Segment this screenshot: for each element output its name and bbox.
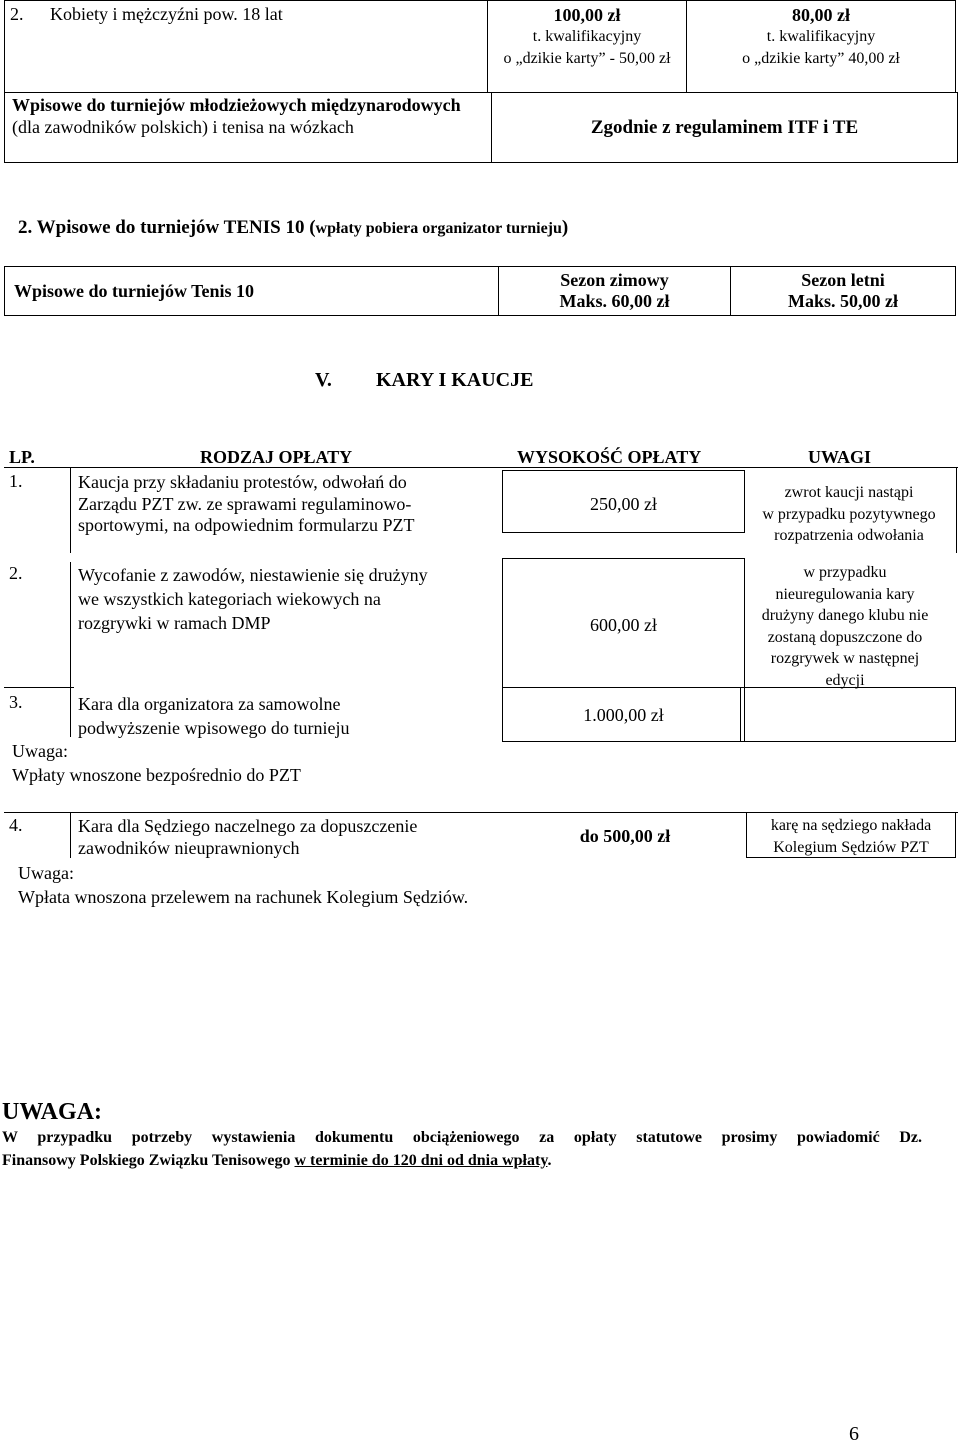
notice-text-b: . bbox=[547, 1152, 552, 1169]
fee-line: o „dzikie karty” 40,00 zł bbox=[742, 49, 900, 67]
notice-text-a: Finansowy Polskiego Związku Tenisowego bbox=[2, 1152, 295, 1169]
notice-text-line1: W przypadku potrzeby wystawienia dokumentu obciążeniowego za opłaty statutowe prosimy powiadomić Dz. bbox=[2, 1129, 922, 1146]
fee-adults-value-1 bbox=[487, 5, 687, 69]
note-line: w przypadku pozytywnego bbox=[762, 505, 936, 523]
youth-label bbox=[12, 94, 482, 138]
row3-divider bbox=[70, 687, 71, 737]
row2-description bbox=[78, 563, 518, 635]
note-line: Kolegium Sędziów PZT bbox=[773, 838, 929, 856]
fee-amount: 80,00 zł bbox=[792, 5, 850, 25]
fee-line: t. kwalifikacyjny bbox=[766, 28, 876, 45]
note-line: karę na sędziego nakłada bbox=[770, 817, 932, 834]
notice-text-line2 bbox=[2, 1152, 551, 1170]
row1-note bbox=[738, 482, 960, 547]
row4-divider bbox=[70, 812, 71, 858]
notice-title: UWAGA: bbox=[2, 1099, 102, 1125]
desc-line: Kaucja przy składaniu protestów, odwołań do bbox=[78, 472, 407, 492]
tenis10-heading-close: ) bbox=[561, 217, 569, 238]
row3-amount: 1.000,00 zł bbox=[583, 705, 664, 725]
row3-number: 3. bbox=[9, 692, 23, 712]
desc-line: Zarządu PZT zw. ze sprawami regulaminowo- bbox=[78, 493, 412, 514]
note-line: zwrot kaucji nastąpi bbox=[784, 484, 914, 501]
col-header-lp: LP. bbox=[9, 447, 35, 467]
season-max: Maks. 60,00 zł bbox=[559, 291, 670, 311]
note-line: rozpatrzenia odwołania bbox=[774, 527, 924, 544]
youth-label-rest: (dla zawodników polskich) i tenisa na wózkach bbox=[12, 117, 354, 137]
note-line: rozgrywek w następnej bbox=[770, 650, 920, 667]
season-name: Sezon letni bbox=[801, 270, 885, 290]
col-header-notes: UWAGI bbox=[808, 447, 872, 467]
note-line: zostaną dopuszczone do bbox=[767, 628, 923, 646]
row4-note bbox=[746, 815, 956, 858]
fee-line: o „dzikie karty” - 50,00 zł bbox=[503, 49, 671, 67]
tenis10-heading-small: wpłaty pobiera organizator turnieju bbox=[315, 220, 562, 237]
note-line: drużyny danego klubu nie bbox=[761, 607, 929, 624]
youth-label-bold: Wpisowe do turniejów młodzieżowych międzynarodowych bbox=[12, 95, 461, 115]
note-line: edycji bbox=[825, 671, 865, 689]
season-max: Maks. 50,00 zł bbox=[788, 291, 898, 311]
desc-line: we wszystkich kategoriach wiekowych na bbox=[78, 589, 381, 609]
row3-uwaga-text: Wpłaty wnoszone bezpośrednio do PZT bbox=[12, 765, 301, 785]
desc-line: Wycofanie z zawodów, niestawienie się drużyny bbox=[78, 565, 428, 585]
col-header-amount: WYSOKOŚĆ OPŁATY bbox=[517, 447, 702, 467]
row4-number: 4. bbox=[9, 815, 23, 835]
desc-line: Kara dla organizatora za samowolne bbox=[78, 694, 341, 714]
row2-number: 2. bbox=[9, 563, 23, 583]
desc-line: zawodników nieuprawnionych bbox=[78, 838, 300, 858]
row4-description bbox=[78, 815, 508, 859]
tenis10-summer bbox=[730, 270, 956, 312]
col-header-type: RODZAJ OPŁATY bbox=[200, 447, 353, 467]
fee-adults-value-2 bbox=[686, 5, 956, 69]
tenis10-heading bbox=[18, 217, 568, 239]
row2-amount: 600,00 zł bbox=[590, 615, 657, 635]
youth-value: Zgodnie z regulaminem ITF i TE bbox=[590, 117, 859, 138]
row4-uwaga: Uwaga: bbox=[18, 863, 74, 883]
desc-line: Kara dla Sędziego naczelnego za dopuszczenie bbox=[78, 816, 418, 836]
row4-uwaga-text: Wpłata wnoszona przelewem na rachunek Kolegium Sędziów. bbox=[18, 887, 469, 907]
tenis10-heading-main: 2. Wpisowe do turniejów TENIS 10 ( bbox=[18, 217, 316, 238]
row-label: Kobiety i mężczyźni pow. 18 lat bbox=[50, 4, 283, 24]
row3-top-line bbox=[4, 687, 74, 688]
tenis10-winter bbox=[498, 270, 731, 312]
desc-line: rozgrywki w ramach DMP bbox=[78, 613, 271, 633]
row1-description bbox=[78, 472, 498, 537]
note-line: w przypadku bbox=[803, 564, 887, 581]
row1-amount: 250,00 zł bbox=[590, 494, 657, 514]
row3-description bbox=[78, 692, 498, 740]
season-name: Sezon zimowy bbox=[560, 270, 669, 290]
page-number: 6 bbox=[849, 1423, 859, 1445]
row4-amount: do 500,00 zł bbox=[579, 826, 671, 846]
note-line: nieuregulowania kary bbox=[775, 585, 915, 603]
row2-note bbox=[730, 562, 960, 691]
section-title: KARY I KAUCJE bbox=[376, 369, 534, 391]
tenis10-label: Wpisowe do turniejów Tenis 10 bbox=[14, 281, 255, 301]
desc-line: sportowymi, na odpowiednim formularzu PZT bbox=[78, 515, 415, 535]
row1-number: 1. bbox=[9, 471, 23, 491]
notice-deadline: w terminie do 120 dni od dnia wpłaty bbox=[294, 1152, 548, 1169]
row2-divider bbox=[70, 562, 71, 688]
fee-amount: 100,00 zł bbox=[553, 5, 621, 25]
row3-note-cell bbox=[740, 687, 956, 742]
fee-line: t. kwalifikacyjny bbox=[532, 28, 642, 45]
row1-divider bbox=[70, 467, 71, 553]
desc-line: podwyższenie wpisowego do turnieju bbox=[78, 718, 350, 738]
row-number: 2. bbox=[10, 4, 24, 24]
row3-uwaga: Uwaga: bbox=[12, 741, 68, 761]
section-number: V. bbox=[315, 369, 332, 391]
